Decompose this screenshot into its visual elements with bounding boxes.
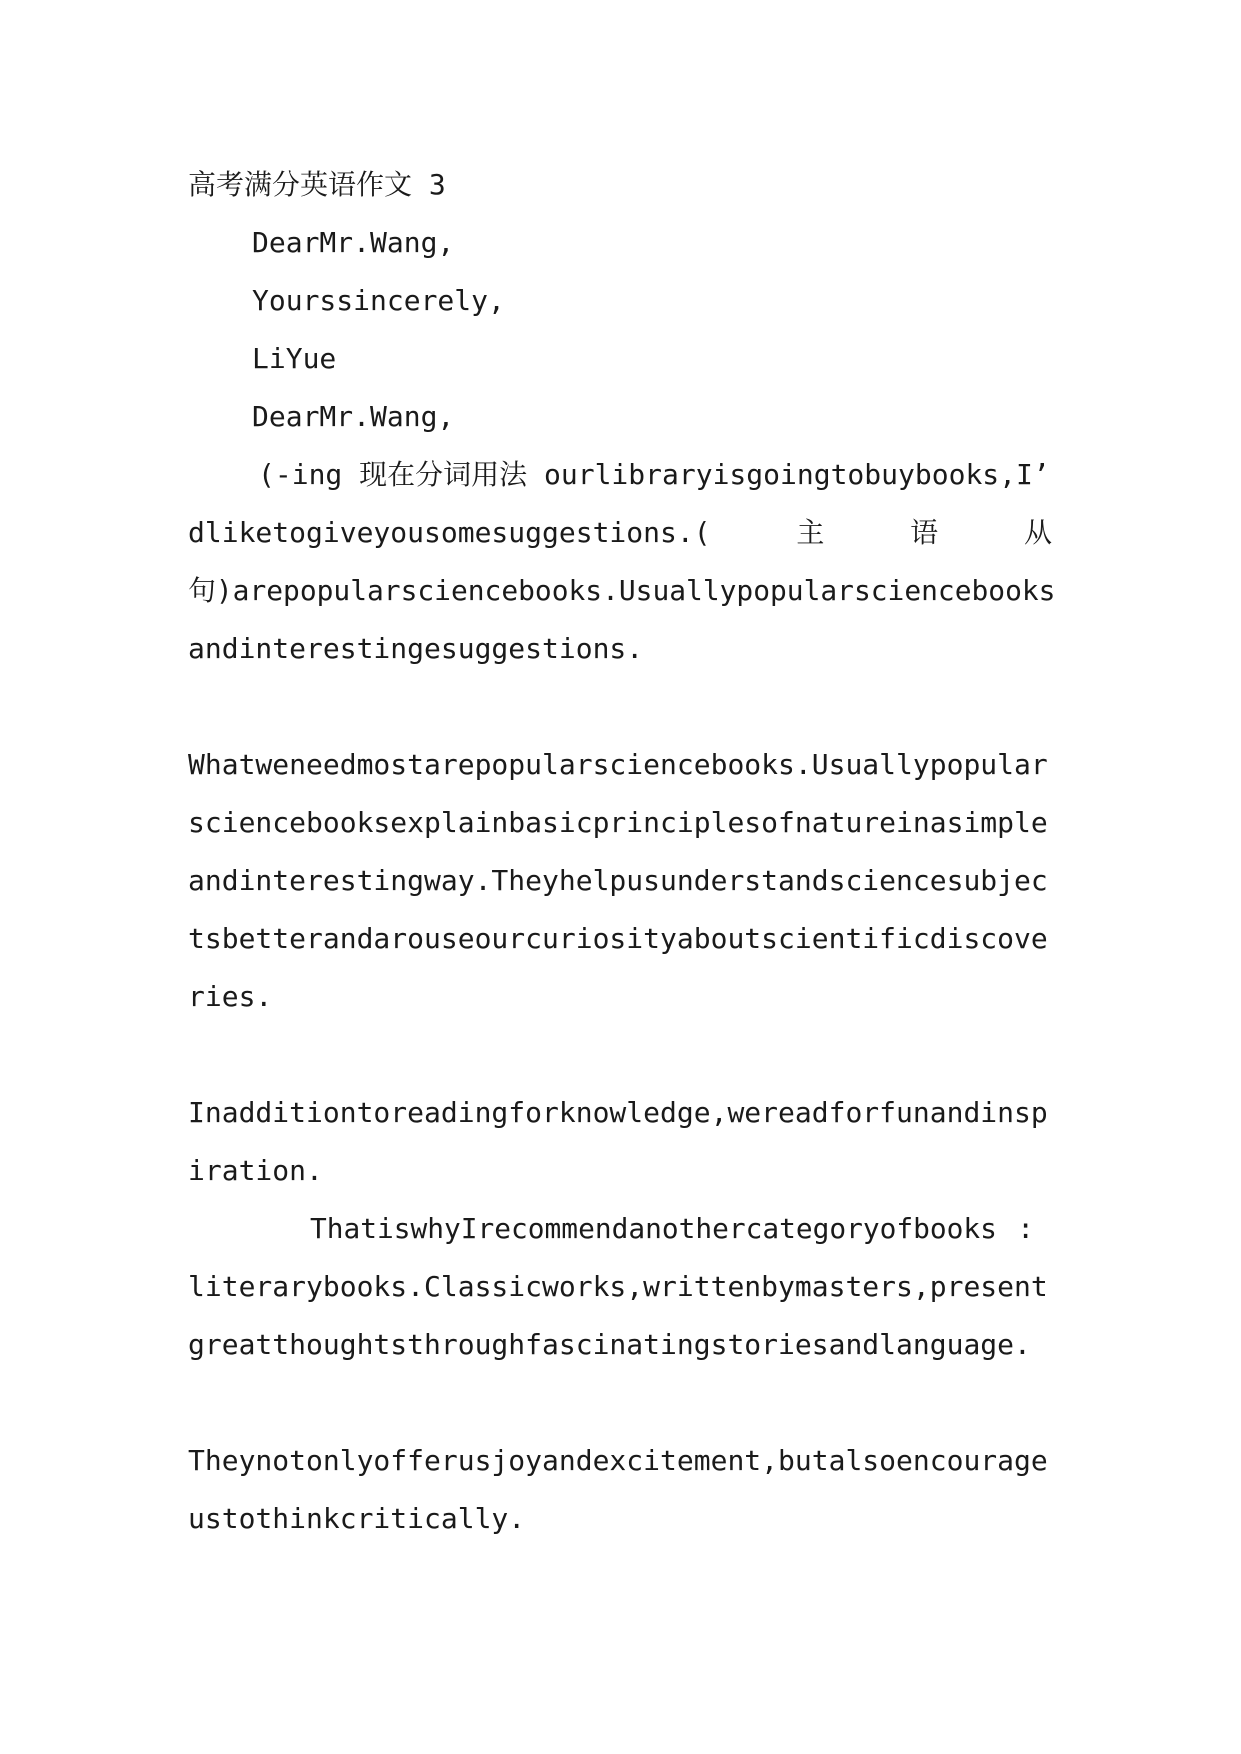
paragraph-line: ustothinkcritically.	[188, 1502, 526, 1535]
paragraph-line-justified	[188, 516, 1052, 549]
paragraph-line-justified	[310, 1212, 1034, 1245]
paragraph-line: (-ing 现在分词用法 ourlibraryisgoingtobuybooks,I’	[258, 458, 1050, 491]
text-segment: 语	[910, 516, 939, 549]
signature-name: LiYue	[252, 342, 337, 375]
closing: Yourssincerely,	[252, 284, 505, 317]
paragraph-line: Inadditiontoreadingforknowledge,wereadforfunandinsp	[188, 1096, 1048, 1129]
salutation: DearMr.Wang,	[252, 226, 455, 259]
document-title: 高考满分英语作文 3	[188, 168, 446, 201]
paragraph-line: 句)arepopularsciencebooks.Usuallypopularsciencebooks	[188, 574, 1056, 607]
paragraph-line: greatthoughtsthroughfascinatingstoriesandlanguage.	[188, 1328, 1031, 1361]
paragraph-line: literarybooks.Classicworks,writtenbymasters,present	[188, 1270, 1048, 1303]
paragraph-line: ries.	[188, 980, 273, 1013]
paragraph-line: andinterestingway.Theyhelpusunderstandsciencesubjec	[188, 864, 1048, 897]
paragraph-line: Whatweneedmostarepopularsciencebooks.Usuallypopular	[188, 748, 1048, 781]
text-segment: ThatiswhyIrecommendanothercategoryofbooks	[310, 1212, 997, 1245]
text-segment: dliketogiveyousomesuggestions.(	[188, 516, 711, 549]
paragraph-line: tsbetterandarouseourcuriosityaboutscientificdiscove	[188, 922, 1048, 955]
paragraph-line: sciencebooksexplainbasicprinciplesofnatureinasimple	[188, 806, 1048, 839]
text-segment: 从	[1023, 516, 1052, 549]
salutation-repeat: DearMr.Wang,	[252, 400, 455, 433]
paragraph-line: iration.	[188, 1154, 323, 1187]
text-segment: 主	[796, 516, 825, 549]
paragraph-line: andinterestingesuggestions.	[188, 632, 644, 665]
paragraph-line: Theynotonlyofferusjoyandexcitement,butalsoencourage	[188, 1444, 1048, 1477]
text-segment: :	[1017, 1212, 1034, 1245]
